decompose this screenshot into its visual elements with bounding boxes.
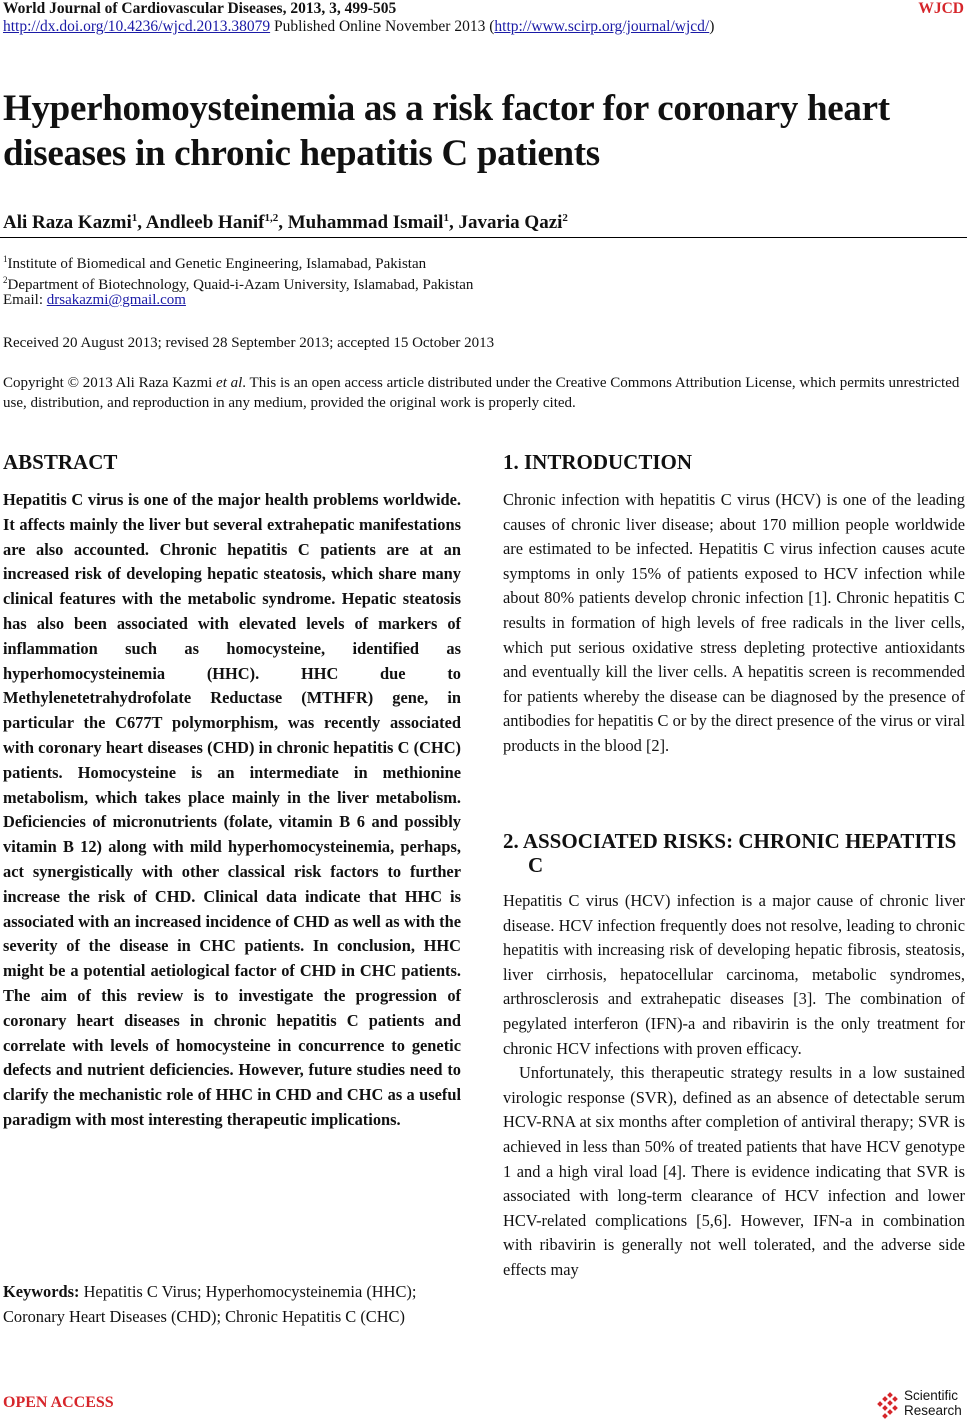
author: Muhammad Ismail$^1$,	[287, 212, 459, 233]
keywords-label: Keywords:	[3, 1282, 80, 1301]
journal-citation: World Journal of Cardiovascular Diseases, 2013, 3, 499-505	[3, 0, 397, 17]
keywords	[3, 1280, 461, 1329]
associated-risks-section	[503, 829, 965, 1283]
keywords-text: Hepatitis C Virus; Hyperhomocysteinemia (HHC); Coronary Heart Diseases (CHD); Chronic Hepatitis C (CHC)	[3, 1282, 417, 1326]
paper-title: Hyperhomoysteinemia as a risk factor for coronary heart diseases in chronic hepatitis C patients	[3, 88, 890, 174]
email-line: Email: drsakazmi@gmail.com	[3, 292, 186, 308]
introduction-body	[503, 488, 965, 759]
abstract-heading: ABSTRACT	[3, 450, 118, 474]
header-divider	[0, 237, 967, 238]
email-link[interactable]: drsakazmi@gmail.com	[46, 292, 186, 308]
abstract-section	[3, 450, 461, 1133]
doi-link[interactable]: http://dx.doi.org/10.4236/wjcd.2013.38079	[3, 18, 271, 35]
paragraph: Unfortunately, this therapeutic strategy results in a low sustained virologic response (SVR), defined as an absence of detectable serum HCV-RNA at six months after completion of antiviral therapy; SVR is achieved in less than 50% of treated patients that have HCV genotype 1 and a high viral load [4]. There is evidence indicating that SVR is associated with long-term clearance of HCV infection and lower HCV-related complications [5,6]. However, IFN-a in combination with ribavirin is generally not well tolerated, and the adverse side effects may	[503, 1063, 965, 1279]
close-paren: )	[709, 18, 715, 35]
author: Javaria Qazi$^2$	[458, 212, 568, 233]
introduction-section	[503, 450, 965, 759]
author-list	[3, 206, 568, 235]
publisher-logo-icon	[876, 1392, 904, 1420]
doi-line	[3, 18, 714, 36]
publisher-name: Scientific Research	[904, 1388, 962, 1418]
author: Ali Raza Kazmi$^1$,	[3, 212, 146, 233]
open-access-label: OPEN ACCESS	[3, 1394, 114, 1411]
copyright-notice: Copyright © 2013 Ali Raza Kazmi et al. This is an open access article distributed under the Creative Commons Attribution License, which permits unrestricted use, distribution, and reproduction in any medium, provided the original work is properly cited.	[3, 375, 960, 411]
author: Andleeb Hanif$^{1,2}$,	[145, 212, 288, 233]
section-heading-associated-risks: 2. ASSOCIATED RISKS: CHRONIC HEPATITIS C	[503, 829, 957, 877]
journal-abbreviation: WJCD	[918, 0, 964, 17]
paragraph: Hepatitis C virus (HCV) infection is a major cause of chronic liver disease. HCV infection frequently does not resolve, leading to chronic hepatitis with increasing risk of developing hepatic fibrosis, steatosis, liver cirrhosis, hepatocellular carcinoma, metabolic syndromes, arthrosclerosis and extrahepatic diseases [3]. The combination of pegylated interferon (IFN)-a and ribavirin is the only treatment for chronic HCV infections with proven efficacy.	[503, 891, 965, 1058]
paragraph: Chronic infection with hepatitis C virus (HCV) is one of the leading causes of chronic liver disease; about 170 million people worldwide are estimated to be infected. Hepatitis C virus infection causes acute symptoms in only 15% of patients exposed to HCV infection while about 80% patients develop chronic infection [1]. Chronic hepatitis C results in formation of high levels of free radicals in the liver cells, which put serious oxidative stress depleting protective antioxidants and eventually kill the liver cells. A hepatitis screen is recommended for patients whereby the disease can be diagnosed by the presence of antibodies for hepatitis C or by the direct presence of the virus or viral products in the blood [2].	[503, 490, 965, 755]
associated-risks-body	[503, 889, 965, 1283]
affiliation-2: $^2$Department of Biotechnology, Quaid-i-Azam University, Islamabad, Pakistan	[3, 275, 474, 293]
article-dates: Received 20 August 2013; revised 28 September 2013; accepted 15 October 2013	[3, 335, 495, 351]
section-heading-introduction: 1. INTRODUCTION	[503, 450, 693, 474]
abstract-body: Hepatitis C virus is one of the major health problems worldwide. It affects mainly the liver but several extrahepatic manifestations are also accounted. Chronic hepatitis C patients are at an increased risk of developing hepatic steatosis, which share many clinical features with the metabolic syndrome. Hepatic steatosis has also been associated with elevated levels of markers of inflammation such as homocysteine, identified as hyperhomocysteinemia (HHC). HHC due to Methylenetetrahydrofolate Reductase (MTHFR) gene, in particular the C677T polymorphism, was recently associated with coronary heart diseases (CHD) in chronic hepatitis C (CHC) patients. Homocysteine is an intermediate in methionine metabolism, which takes place mainly in the liver metabolism. Deficiencies of micronutrients (folate, vitamin B 6 and possibly vitamin B 12) along with mild hyperhomocysteinemia, perhaps, act synergistically with other classical risk factors to further increase the risk of CHD. Clinical data indicate that HHC is associated with an increased incidence of CHD as well as with the severity of the disease in CHC patients. In conclusion, HHC might be a potential aetiological factor of CHD in CHC patients. The aim of this review is to investigate the progression of coronary heart diseases in chronic hepatitis C patients and correlate with levels of homocysteine in concurrence to genetic defects and nutrient deficiencies. However, future studies need to clarify the mechanistic role of HHC in CHD and CHC as a useful paradigm with most interesting therapeutic implications.	[3, 490, 461, 1129]
published-text: Published Online November 2013 (	[270, 18, 495, 35]
scientific-research-logo	[876, 1388, 966, 1422]
affiliation-1: $^1$Institute of Biomedical and Genetic Engineering, Islamabad, Pakistan	[3, 254, 427, 272]
journal-url-link[interactable]: http://www.scirp.org/journal/wjcd/	[494, 18, 710, 35]
